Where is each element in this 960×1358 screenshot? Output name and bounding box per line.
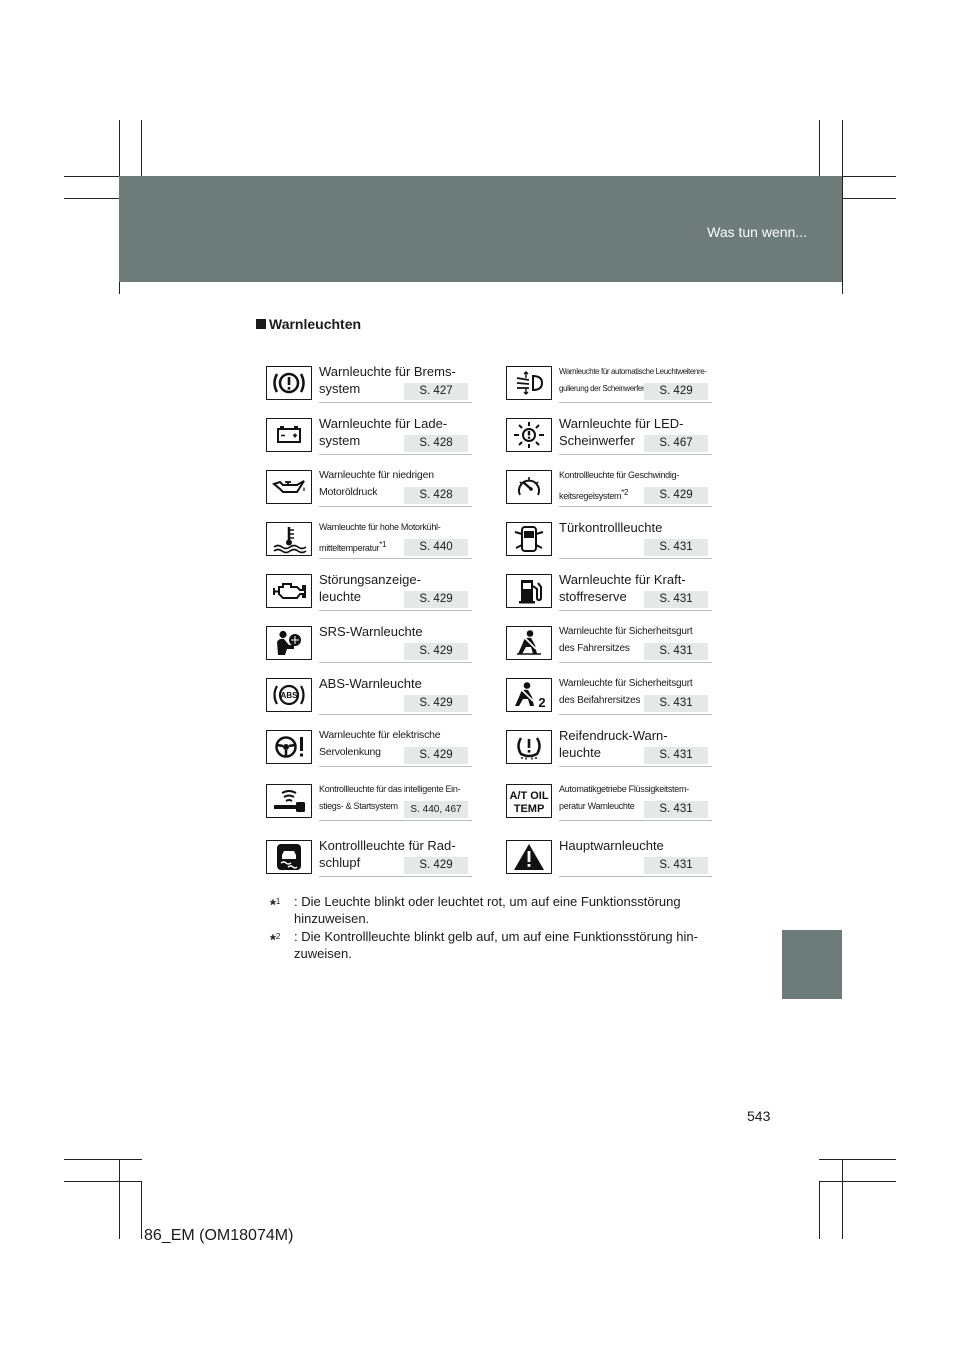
warning-entry — [266, 840, 472, 878]
warning-entry — [266, 730, 472, 768]
driver-seatbelt-icon — [506, 626, 552, 660]
crop-mark — [842, 198, 896, 199]
crop-mark — [842, 1159, 843, 1239]
page-reference: S. 431 — [644, 591, 708, 608]
warning-entry — [266, 418, 472, 456]
entry-label: Motoröldruck — [319, 486, 378, 498]
entry-label: Warnleuchte für elektrische — [319, 729, 441, 741]
slip-indicator-icon — [266, 840, 312, 874]
tire-pressure-icon — [506, 730, 552, 764]
at-oil-icon-text: A/T OIL — [509, 790, 549, 802]
warning-entry — [506, 574, 712, 612]
entry-label: leuchte — [319, 589, 361, 604]
divider — [559, 558, 712, 559]
led-headlight-icon — [506, 418, 552, 452]
entry-label: Reifendruck-Warn- — [559, 728, 668, 743]
entry-label: Warnleuchte für LED- — [559, 416, 684, 431]
footnote-asterisk: * — [270, 931, 276, 949]
battery-icon — [266, 418, 312, 452]
warning-entry — [506, 784, 712, 822]
smart-key-icon — [266, 784, 312, 818]
crop-mark — [64, 198, 120, 199]
chapter-tab — [782, 930, 842, 999]
divider — [559, 506, 712, 507]
warning-entry — [266, 784, 472, 822]
entry-label: system — [319, 433, 361, 448]
brake-warning-icon — [266, 366, 312, 400]
document-code: 86_EM (OM18074M) — [144, 1227, 294, 1244]
divider — [559, 820, 712, 821]
footnote-number: 2 — [275, 932, 281, 941]
page-reference: S. 431 — [644, 695, 708, 712]
page-reference: S. 429 — [404, 747, 468, 764]
divider — [559, 876, 712, 877]
chapter-title: Was tun wenn... — [707, 224, 807, 240]
divider — [319, 820, 472, 821]
entry-label: Türkontrollleuchte — [559, 520, 663, 535]
page-reference: S. 429 — [404, 591, 468, 608]
crop-mark — [819, 120, 820, 176]
page-reference: S. 440, 467 — [404, 801, 468, 818]
fuel-pump-icon — [506, 574, 552, 608]
divider — [319, 558, 472, 559]
footnote-asterisk: * — [270, 896, 276, 914]
crop-mark — [141, 1181, 142, 1239]
door-open-icon — [506, 522, 552, 556]
warning-entry — [266, 626, 472, 664]
entry-label: schlupf — [319, 855, 361, 870]
square-bullet-icon — [256, 319, 266, 329]
entry-label: des Fahrersitzes — [559, 643, 630, 654]
entry-label: stiegs- & Startsystem — [319, 801, 398, 811]
crop-mark — [141, 120, 142, 176]
section-title — [256, 316, 361, 332]
entry-label: mitteltemperatur — [319, 543, 380, 553]
page-reference: S. 431 — [644, 539, 708, 556]
entry-label: Automatikgetriebe Flüssigkeitstem- — [559, 784, 689, 794]
footnote-text: : Die Kontrollleuchte blinkt gelb auf, um auf eine Funktionsstörung hin-zuweisen. — [294, 929, 698, 961]
seat-number-icon-text: 2 — [538, 695, 546, 710]
divider — [319, 662, 472, 663]
crop-mark — [819, 1181, 896, 1182]
entry-label: stoffreserve — [559, 589, 627, 604]
entry-label: Warnleuchte für Sicherheitsgurt — [559, 626, 693, 637]
divider — [559, 454, 712, 455]
page-reference: S. 440 — [404, 539, 468, 556]
entry-label: keitsregelsystem — [559, 491, 622, 501]
master-warning-icon — [506, 840, 552, 874]
crop-mark — [64, 1181, 142, 1182]
warning-entry — [506, 418, 712, 456]
crop-mark — [819, 1159, 896, 1160]
page-reference: S. 467 — [644, 435, 708, 452]
warning-entry — [266, 366, 472, 404]
footnote-text: : Die Leuchte blinkt oder leuchtet rot, um auf eine Funktionsstörung hinzuweisen. — [294, 894, 681, 926]
entry-label: Kontrollleuchte für Rad- — [319, 838, 456, 853]
srs-airbag-icon — [266, 626, 312, 660]
page-reference: S. 427 — [404, 383, 468, 400]
coolant-temperature-icon — [266, 522, 312, 556]
crop-mark — [119, 1159, 120, 1239]
entry-label: Servolenkung — [319, 746, 381, 758]
warning-entry — [506, 470, 712, 508]
crop-mark — [819, 1181, 820, 1239]
warning-entry — [266, 522, 472, 560]
warning-entry — [506, 366, 712, 404]
page-reference: S. 431 — [644, 801, 708, 818]
divider — [559, 766, 712, 767]
warning-entry — [506, 678, 712, 716]
warning-entry — [266, 574, 472, 612]
entry-label: Warnleuchte für Brems- — [319, 364, 456, 379]
crop-mark — [842, 176, 896, 177]
divider — [319, 610, 472, 611]
entry-label: Warnleuchte für Sicherheitsgurt — [559, 678, 693, 689]
headlight-leveling-icon — [506, 366, 552, 400]
page-reference: S. 429 — [404, 857, 468, 874]
divider — [319, 766, 472, 767]
divider — [319, 506, 472, 507]
entry-label: Warnleuchte für Kraft- — [559, 572, 686, 587]
passenger-seatbelt-icon — [506, 678, 552, 712]
warning-entry — [506, 730, 712, 768]
page-reference: S. 429 — [644, 383, 708, 400]
page-reference: S. 431 — [644, 643, 708, 660]
entry-label: Kontrollleuchte für das intelligente Ein- — [319, 784, 461, 794]
entry-label: ABS-Warnleuchte — [319, 676, 422, 691]
divider — [559, 662, 712, 663]
divider — [559, 402, 712, 403]
page-reference: S. 429 — [644, 487, 708, 504]
section-title-text: Warnleuchten — [269, 316, 362, 332]
divider — [319, 714, 472, 715]
entry-label: Warnleuchte für niedrigen — [319, 469, 434, 481]
divider — [319, 876, 472, 877]
entry-label: Hauptwarnleuchte — [559, 838, 664, 853]
divider — [559, 610, 712, 611]
warning-entry — [266, 470, 472, 508]
footnote-ref: *1 — [379, 540, 387, 549]
crop-mark — [842, 120, 843, 294]
crop-mark — [64, 1159, 142, 1160]
power-steering-icon — [266, 730, 312, 764]
warning-entry — [506, 626, 712, 664]
chapter-header — [119, 176, 842, 282]
page-reference: S. 428 — [404, 487, 468, 504]
entry-label: Scheinwerfer — [559, 433, 635, 448]
check-engine-icon — [266, 574, 312, 608]
entry-label: SRS-Warnleuchte — [319, 624, 423, 639]
page-reference: S. 431 — [644, 747, 708, 764]
entry-label: leuchte — [559, 745, 601, 760]
page-reference: S. 428 — [404, 435, 468, 452]
divider — [319, 454, 472, 455]
entry-label: Warnleuchte für automatische Leuchtweitenre- — [559, 367, 707, 376]
entry-label: Warnleuchte für hohe Motorkühl- — [319, 522, 441, 532]
page-reference: S. 429 — [404, 695, 468, 712]
footnote-number: 1 — [275, 897, 281, 906]
divider — [319, 402, 472, 403]
page-number: 543 — [747, 1108, 771, 1124]
abs-icon-text: ABS — [280, 691, 298, 700]
footnote-ref: *2 — [621, 488, 629, 497]
warning-entry — [266, 678, 472, 716]
entry-label: peratur Warnleuchte — [559, 801, 635, 811]
cruise-control-icon — [506, 470, 552, 504]
crop-mark — [64, 176, 120, 177]
entry-label: Warnleuchte für Lade- — [319, 416, 448, 431]
warning-entry — [506, 840, 712, 878]
oil-pressure-icon — [266, 470, 312, 504]
page-reference: S. 431 — [644, 857, 708, 874]
entry-label: Störungsanzeige- — [319, 572, 421, 587]
temp-icon-text: TEMP — [513, 803, 545, 815]
at-oil-temp-icon — [506, 784, 552, 818]
abs-icon — [266, 678, 312, 712]
entry-label: Kontrollleuchte für Geschwindig- — [559, 470, 679, 480]
entry-label: system — [319, 381, 361, 396]
entry-label: gulierung der Scheinwerfer — [559, 384, 645, 393]
page-reference: S. 429 — [404, 643, 468, 660]
divider — [559, 714, 712, 715]
entry-label: des Beifahrersitzes — [559, 695, 641, 706]
warning-entry — [506, 522, 712, 560]
